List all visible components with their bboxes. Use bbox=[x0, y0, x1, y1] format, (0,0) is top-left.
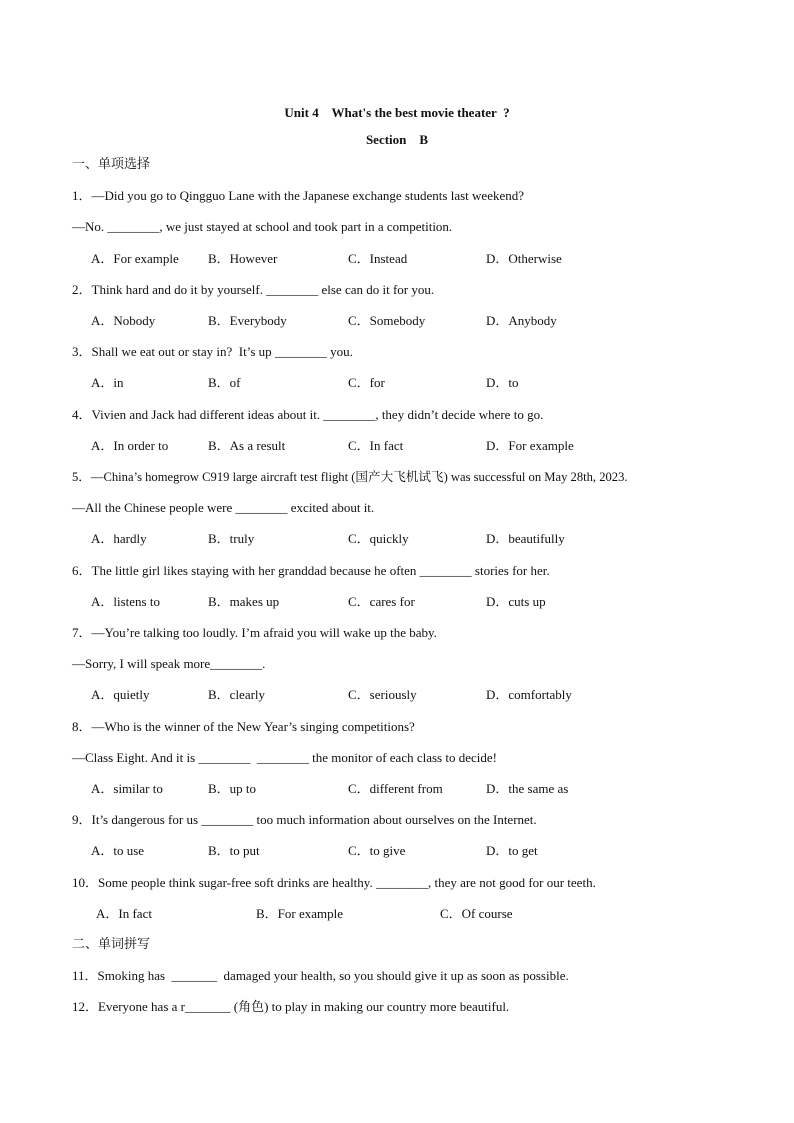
option-b[interactable]: B．makes up bbox=[208, 594, 280, 609]
option-a[interactable]: A．listens to bbox=[91, 594, 160, 609]
option-c[interactable]: C．Somebody bbox=[348, 313, 426, 328]
question-stem-reply: —Class Eight. And it is ________ ________ the monitor of each class to decide! bbox=[72, 750, 497, 765]
question-stem-reply: —No. ________, we just stayed at school and took part in a competition. bbox=[72, 219, 453, 234]
option-c[interactable]: C．Instead bbox=[348, 251, 408, 266]
option-d[interactable]: D．to bbox=[486, 375, 519, 390]
option-c[interactable]: C．Of course bbox=[440, 906, 513, 921]
section-title: Section B bbox=[365, 132, 429, 147]
option-a[interactable]: A．For example bbox=[91, 251, 179, 266]
option-a[interactable]: A．Nobody bbox=[91, 313, 156, 328]
option-a[interactable]: A．In fact bbox=[96, 906, 152, 921]
option-c[interactable]: C．seriously bbox=[348, 687, 417, 702]
option-d[interactable]: D．comfortably bbox=[486, 687, 572, 702]
option-a[interactable]: A．similar to bbox=[91, 781, 163, 796]
option-d[interactable]: D．the same as bbox=[486, 781, 569, 796]
option-c[interactable]: C．for bbox=[348, 375, 385, 390]
option-b[interactable]: B．clearly bbox=[208, 687, 266, 702]
option-d[interactable]: D．Otherwise bbox=[486, 251, 562, 266]
question-stem: 8．—Who is the winner of the New Year’s singing competitions? bbox=[72, 719, 415, 734]
question-stem-reply: —Sorry, I will speak more________. bbox=[72, 656, 266, 671]
page-title: Unit 4 What's the best movie theater ? bbox=[284, 105, 510, 120]
option-a[interactable]: A．quietly bbox=[91, 687, 150, 702]
option-b[interactable]: B．However bbox=[208, 251, 278, 266]
option-d[interactable]: D．For example bbox=[486, 438, 574, 453]
option-d[interactable]: D．cuts up bbox=[486, 594, 546, 609]
option-a[interactable]: A．to use bbox=[91, 843, 145, 858]
question-stem: 9．It’s dangerous for us ________ too much information about ourselves on the Internet. bbox=[72, 812, 537, 827]
option-b[interactable]: B．For example bbox=[256, 906, 344, 921]
question-stem: 4．Vivien and Jack had different ideas about it. ________, they didn’t decide where to go. bbox=[72, 407, 544, 422]
question-stem: 2．Think hard and do it by yourself. ________ else can do it for you. bbox=[72, 282, 435, 297]
option-b[interactable]: B．of bbox=[208, 375, 241, 390]
option-b[interactable]: B．to put bbox=[208, 843, 260, 858]
option-b[interactable]: B．As a result bbox=[208, 438, 286, 453]
spelling-item: 12．Everyone has a r_______ (角色) to play in making our country more beautiful. bbox=[72, 999, 510, 1014]
option-d[interactable]: D．Anybody bbox=[486, 313, 557, 328]
question-stem: 3．Shall we eat out or stay in? It’s up ________ you. bbox=[72, 344, 353, 359]
option-c[interactable]: C．quickly bbox=[348, 531, 409, 546]
spelling-item: 11．Smoking has _______ damaged your health, so you should give it up as soon as possible. bbox=[72, 968, 569, 983]
option-c[interactable]: C．In fact bbox=[348, 438, 404, 453]
option-b[interactable]: B．Everybody bbox=[208, 313, 287, 328]
question-stem: 6．The little girl likes staying with her granddad because he often ________ stories for her. bbox=[72, 563, 550, 578]
question-stem: 1．—Did you go to Qingguo Lane with the Japanese exchange students last weekend? bbox=[72, 188, 524, 203]
option-d[interactable]: D．beautifully bbox=[486, 531, 565, 546]
option-a[interactable]: A．in bbox=[91, 375, 124, 390]
question-stem-reply: —All the Chinese people were ________ excited about it. bbox=[72, 500, 375, 515]
part-heading-spelling: 二、单词拼写 bbox=[72, 937, 151, 952]
question-stem: 10．Some people think sugar-free soft drinks are healthy. ________, they are not good for our teeth. bbox=[72, 875, 596, 890]
option-a[interactable]: A．In order to bbox=[91, 438, 169, 453]
option-d[interactable]: D．to get bbox=[486, 843, 538, 858]
option-c[interactable]: C．cares for bbox=[348, 594, 415, 609]
option-c[interactable]: C．to give bbox=[348, 843, 406, 858]
option-a[interactable]: A．hardly bbox=[91, 531, 147, 546]
option-c[interactable]: C．different from bbox=[348, 781, 443, 796]
question-stem: 5．—China’s homegrow C919 large aircraft test flight (国产大飞机试飞) was successful on May 28th, 2023. bbox=[72, 470, 628, 484]
question-stem: 7．—You’re talking too loudly. I’m afraid you will wake up the baby. bbox=[72, 625, 437, 640]
option-b[interactable]: B．truly bbox=[208, 531, 255, 546]
option-b[interactable]: B．up to bbox=[208, 781, 257, 796]
part-heading-choice: 一、单项选择 bbox=[72, 157, 151, 172]
